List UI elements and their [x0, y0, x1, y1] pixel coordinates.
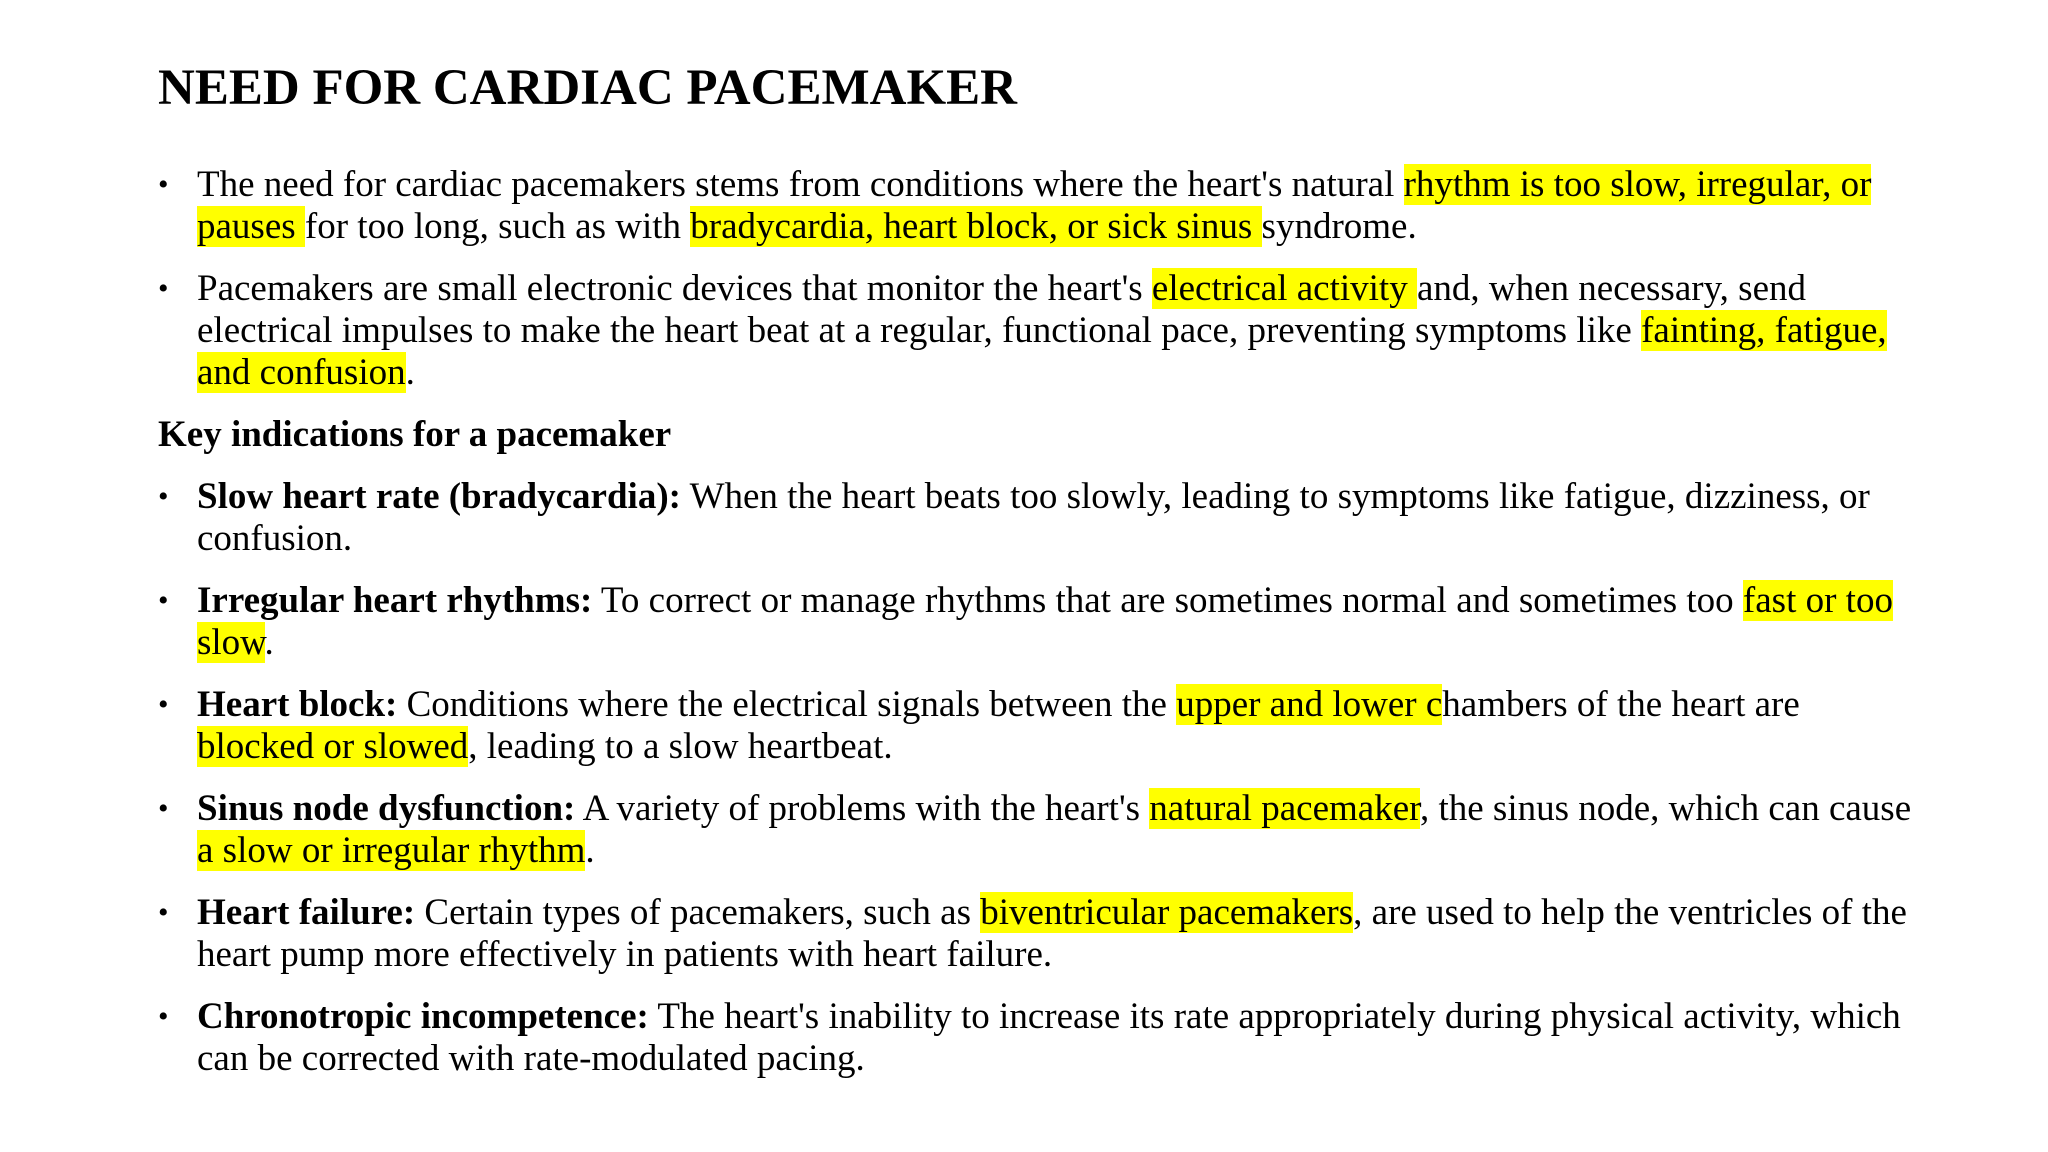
key-indications-heading: Key indications for a pacemaker [158, 414, 672, 455]
highlighted-text: upper and lower c [1176, 684, 1443, 725]
indication-text: Conditions where the electrical signals between the [397, 684, 1177, 725]
intro-bullet-1 [158, 164, 1918, 248]
indication-text: , are used to help the ventricles of the heart pump more effectively in patients with heart failure. [197, 892, 1907, 975]
indication-bradycardia [158, 476, 1918, 560]
indication-text: The heart's inability to increase its rate appropriately during physical activity, which can be corrected with rate-modulated pacing. [197, 996, 1901, 1079]
indication-text: Certain types of pacemakers, such as [415, 892, 981, 933]
intro-text: The need for cardiac pacemakers stems from conditions where the heart's natural [197, 164, 1404, 205]
highlighted-text: fast or too slow [197, 580, 1893, 663]
slide-title: NEED FOR CARDIAC PACEMAKER [158, 60, 1017, 116]
indication-text: , the sinus node, which can cause [1419, 788, 1912, 829]
highlighted-text: bradycardia, heart block, or sick sinus [690, 206, 1262, 247]
indication-label: Sinus node dysfunction: [197, 788, 576, 829]
indication-sinus-node [158, 788, 1918, 872]
indication-label: Slow heart rate (bradycardia): [197, 476, 681, 517]
indication-heart-failure [158, 892, 1918, 976]
indication-heart-block [158, 684, 1918, 768]
indication-chronotropic [158, 996, 1918, 1080]
indication-text: To correct or manage rhythms that are sometimes normal and sometimes too [592, 580, 1743, 621]
indication-text: When the heart beats too slowly, leading to symptoms like fatigue, dizziness, or confusion. [197, 476, 1870, 559]
indication-text: . [585, 830, 595, 871]
slide-content [158, 164, 1918, 1100]
bullet-dot: • [158, 792, 169, 825]
indication-label: Irregular heart rhythms: [197, 580, 593, 621]
intro-bullet-2 [158, 268, 1918, 394]
indication-text: A variety of problems with the heart's [575, 788, 1150, 829]
intro-text: Pacemakers are small electronic devices that monitor the heart's [197, 268, 1152, 309]
intro-text: and, when necessary, send electrical impulses to make the heart beat at a regular, functional pace, preventing symptoms like [197, 268, 1806, 351]
indications-list [158, 476, 1918, 1080]
highlighted-text: biventricular pacemakers [980, 892, 1354, 933]
intro-text: for too long, such as with [304, 206, 691, 247]
indication-label: Heart failure: [197, 892, 416, 933]
bullet-dot: • [158, 480, 169, 513]
bullet-dot: • [158, 1000, 169, 1033]
indication-irregular-rhythms [158, 580, 1918, 664]
highlighted-text: a slow or irregular rhythm [197, 830, 586, 871]
highlighted-text: rhythm is too slow, irregular, or pauses [197, 164, 1872, 247]
intro-text: syndrome. [1261, 206, 1417, 247]
indication-text: . [264, 622, 274, 663]
intro-bullet-list [158, 164, 1918, 394]
indication-text: hambers of the heart are [1442, 684, 1800, 725]
intro-text: . [405, 352, 415, 393]
indication-label: Heart block: [197, 684, 398, 725]
bullet-dot: • [158, 584, 169, 617]
indication-text: , leading to a slow heartbeat. [468, 726, 893, 767]
highlighted-text: electrical activity [1151, 268, 1417, 309]
bullet-dot: • [158, 272, 169, 305]
highlighted-text: fainting, fatigue, and confusion [197, 310, 1887, 393]
highlighted-text: natural pacemaker [1149, 788, 1420, 829]
bullet-dot: • [158, 688, 169, 721]
bullet-dot: • [158, 896, 169, 929]
indication-label: Chronotropic incompetence: [197, 996, 649, 1037]
highlighted-text: blocked or slowed [197, 726, 469, 767]
bullet-dot: • [158, 168, 169, 201]
